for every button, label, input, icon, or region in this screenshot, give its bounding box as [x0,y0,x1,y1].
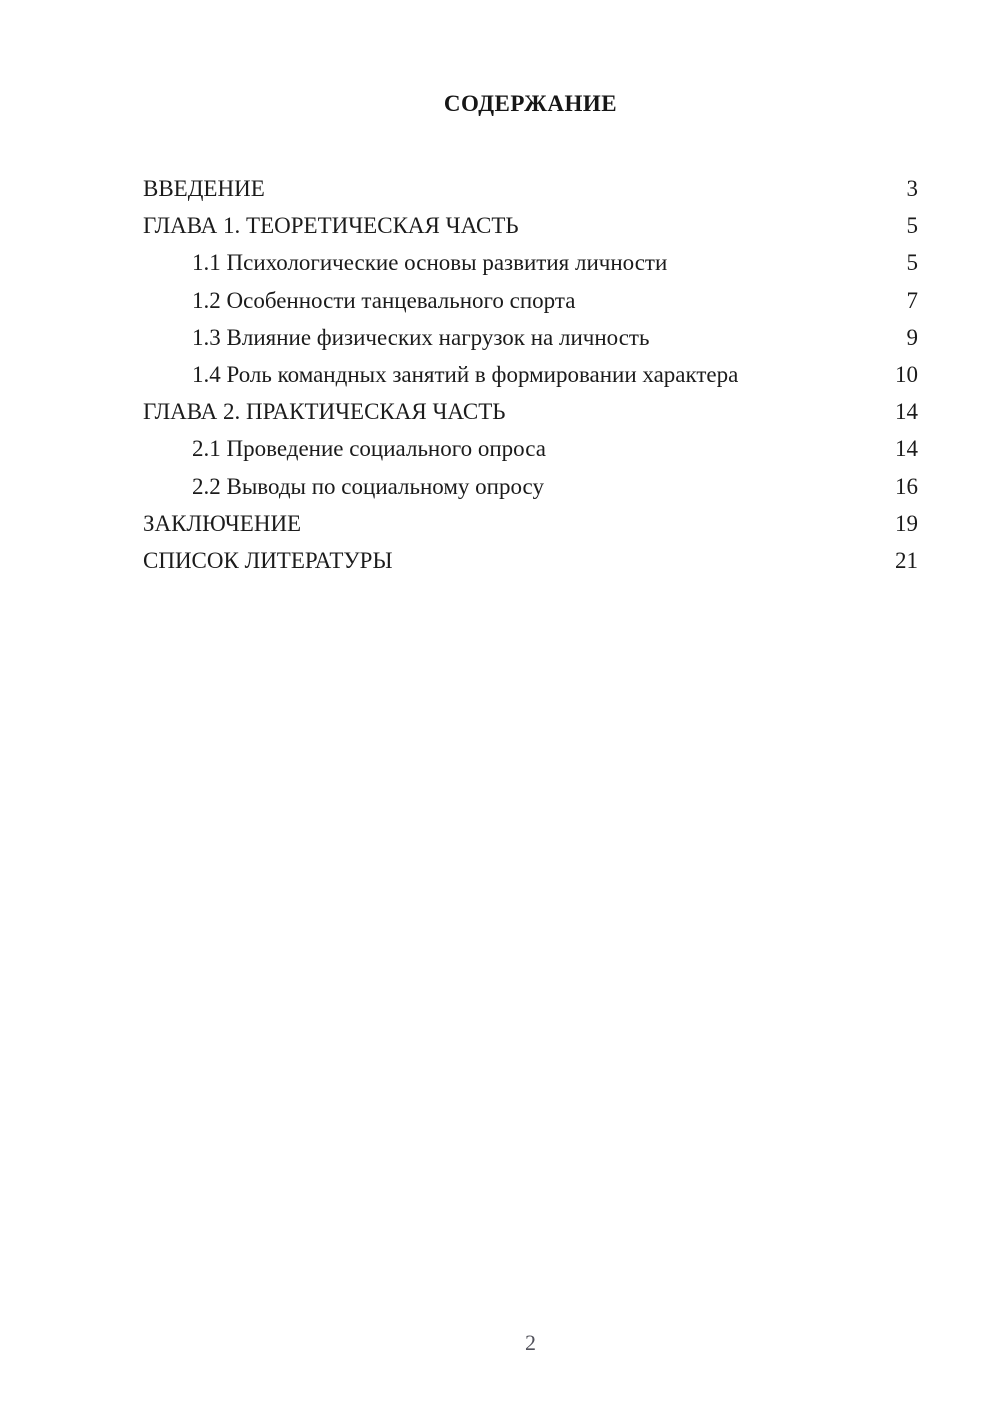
toc-entry-page: 9 [906,324,918,350]
page-footer [143,1330,918,1356]
toc-entry-label: 1.4 Роль командных занятий в формировании характера [192,361,739,387]
toc-entry [143,244,918,281]
toc-list [143,170,918,579]
toc-entry [143,356,918,393]
toc-entry-label: 1.2 Особенности танцевального спорта [192,287,576,313]
toc-entry-page: 14 [895,399,918,425]
toc-entry-label: 1.3 Влияние физических нагрузок на личность [192,324,650,350]
toc-entry-page: 16 [895,473,918,499]
toc-entry-label: ГЛАВА 2. ПРАКТИЧЕСКАЯ ЧАСТЬ [143,399,506,425]
toc-content [143,0,918,579]
toc-entry-label: 2.2 Выводы по социальному опросу [192,473,544,499]
toc-entry-label: 2.1 Проведение социального опроса [192,436,546,462]
toc-entry [143,207,918,244]
page-title: СОДЕРЖАНИЕ [443,91,618,116]
toc-entry-page: 10 [895,361,918,387]
toc-entry [143,319,918,356]
toc-entry-label: ВВЕДЕНИЕ [143,176,265,201]
toc-entry [143,393,918,430]
toc-entry-label: 1.1 Психологические основы развития личности [192,250,668,276]
toc-entry-label: ГЛАВА 1. ТЕОРЕТИЧЕСКАЯ ЧАСТЬ [143,213,519,239]
toc-entry [143,468,918,505]
toc-entry-page: 19 [895,510,918,536]
toc-entry-page: 7 [906,287,918,313]
toc-entry [143,542,918,579]
toc-entry-page: 5 [906,213,918,239]
page-number: 2 [525,1330,536,1355]
toc-entry [143,282,918,319]
toc-entry-label: СПИСОК ЛИТЕРАТУРЫ [143,547,393,573]
toc-entry [143,505,918,542]
toc-entry-page: 14 [895,436,918,462]
toc-entry-page: 3 [906,176,918,201]
toc-entry [143,430,918,467]
toc-entry [143,170,918,207]
toc-entry-label: ЗАКЛЮЧЕНИЕ [143,510,302,536]
toc-entry-page: 21 [895,547,918,573]
toc-entry-page: 5 [906,250,918,276]
